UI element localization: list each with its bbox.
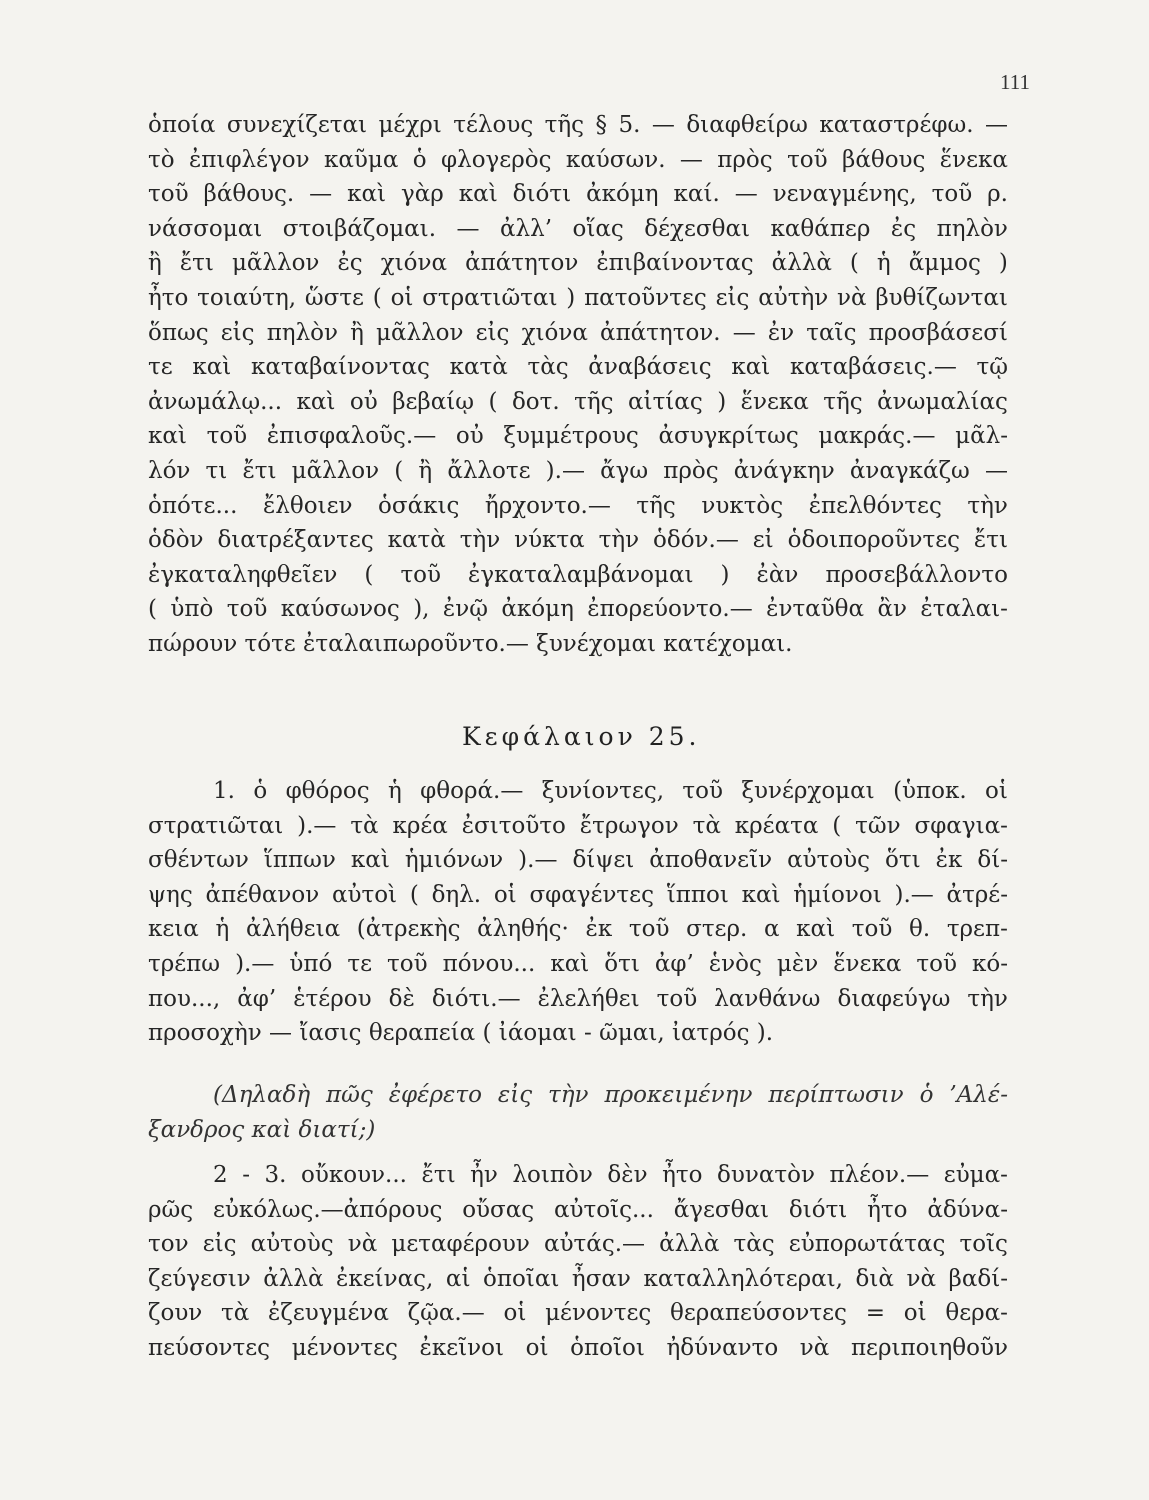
text-line: ζουν τὰ ἐζευγμένα ζῷα.— οἱ μένοντες θεραπεύσοντες = οἱ θερα- bbox=[148, 1300, 1008, 1327]
text-line: ἢ ἔτι μᾶλλον ἐς χιόνα ἀπάτητον ἐπιβαίνοντας ἀλλὰ ( ἡ ἄμμος ) bbox=[148, 250, 1008, 277]
text-line: ὁπότε... ἔλθοιεν ὁσάκις ἤρχοντο.— τῆς νυκτὸς ἐπελθόντες τὴν bbox=[148, 492, 1008, 519]
text-line: τοῦ βάθους. — καὶ γὰρ καὶ διότι ἀκόμη καί. — νεναγμένης, τοῦ ρ. bbox=[148, 181, 1008, 208]
text-line: νάσσομαι στοιβάζομαι. — ἀλλ’ οἵας δέχεσθαι καθάπερ ἐς πηλὸν bbox=[148, 215, 1008, 242]
text-line: τρέπω ).— ὑπό τε τοῦ πόνου... καὶ ὅτι ἀφ’ ἑνὸς μὲν ἕνεκα τοῦ κό- bbox=[148, 950, 1008, 977]
text-line: πώρουν τότε ἐταλαιπωροῦντο.— ξυνέχομαι κατέχομαι. bbox=[148, 630, 793, 657]
text-line: καὶ τοῦ ἐπισφαλοῦς.— οὐ ξυμμέτρους ἀσυγκρίτως μακράς.— μᾶλ- bbox=[148, 423, 1008, 450]
text-line: ἐγκαταληφθεῖεν ( τοῦ ἐγκαταλαμβάνομαι ) ἐὰν προσεβάλλοντο bbox=[148, 561, 1008, 588]
text-line: ὁδὸν διατρέξαντες κατὰ τὴν νύκτα τὴν ὁδόν.— εἰ ὁδοιποροῦντες ἔτι bbox=[148, 527, 1008, 554]
text-line: τε καὶ καταβαίνοντας κατὰ τὰς ἀναβάσεις καὶ καταβάσεις.— τῷ bbox=[148, 354, 1008, 381]
text-line: ( ὑπὸ τοῦ καύσωνος ), ἐνῷ ἀκόμη ἐπορεύοντο.— ἐνταῦθα ἂν ἐταλαι- bbox=[148, 596, 1008, 623]
text-line: ψης ἀπέθανον αὐτοὶ ( δηλ. οἱ σφαγέντες ἵπποι καὶ ἡμίονοι ).— ἀτρέ- bbox=[148, 881, 1008, 908]
section-1 bbox=[148, 112, 1008, 666]
text-line: προσοχὴν — ἴασις θεραπεία ( ἰάομαι - ῶμαι, ἰατρός ). bbox=[148, 1020, 774, 1047]
page-number: 111 bbox=[1000, 70, 1030, 94]
text-line: λόν τι ἔτι μᾶλλον ( ἢ ἄλλοτε ).— ἄγω πρὸς ἀνάγκην ἀναγκάζω — bbox=[148, 457, 1008, 484]
text-line: πεύσοντες μένοντες ἐκεῖνοι οἱ ὁποῖοι ἠδύναντο νὰ περιποιηθοῦν bbox=[148, 1334, 1008, 1361]
text-line: ζεύγεσιν ἀλλὰ ἐκείνας, αἱ ὁποῖαι ἦσαν καταλληλότεραι, διὰ νὰ βαδί- bbox=[148, 1265, 1008, 1292]
chapter-heading: Κεφάλαιον 25. bbox=[462, 722, 701, 751]
text-line: 1. ὁ φθόρος ἡ φθορά.— ξυνίοντες, τοῦ ξυνέρχομαι (ὑποκ. οἱ bbox=[213, 778, 1008, 804]
text-line: τὸ ἐπιφλέγον καῦμα ὁ φλογερὸς καύσων. — πρὸς τοῦ βάθους ἕνεκα bbox=[148, 146, 1008, 173]
text-line: που..., ἀφ’ ἑτέρου δὲ διότι.— ἐλελήθει τοῦ λανθάνω διαφεύγω τὴν bbox=[148, 985, 1008, 1012]
note-line: ξανδρος καὶ διατί;) bbox=[148, 1116, 376, 1143]
text-line: τον εἰς αὐτοὺς νὰ μεταφέρουν αὐτάς.— ἀλλὰ τὰς εὐπορωτάτας τοῖς bbox=[148, 1231, 1008, 1258]
text-line: ἦτο τοιαύτη, ὥστε ( οἱ στρατιῶται ) πατοῦντες εἰς αὐτὴν νὰ βυθίζωνται bbox=[148, 284, 1008, 311]
text-line: ὁποία συνεχίζεται μέχρι τέλους τῆς § 5. — διαφθείρω καταστρέφω. — bbox=[148, 112, 1008, 138]
text-line: ρῶς εὐκόλως.—ἀπόρους οὔσας αὐτοῖς... ἄγεσθαι διότι ἦτο ἀδύνα- bbox=[148, 1196, 1008, 1223]
text-line: κεια ἡ ἀλήθεια (ἀτρεκὴς ἀληθής· ἐκ τοῦ στερ. α καὶ τοῦ θ. τρεπ- bbox=[148, 916, 1008, 943]
note-line: (Δηλαδὴ πῶς ἐφέρετο εἰς τὴν προκειμένην περίπτωσιν ὁ ’Αλέ- bbox=[213, 1082, 1008, 1108]
italic-note bbox=[148, 1082, 1008, 1151]
text-line: στρατιῶται ).— τὰ κρέα ἐσιτοῦτο ἔτρωγον τὰ κρέατα ( τῶν σφαγια- bbox=[148, 812, 1008, 839]
section-2 bbox=[148, 778, 1008, 1055]
text-line: 2 - 3. οὔκουν... ἔτι ἦν λοιπὸν δὲν ἦτο δυνατὸν πλέον.— εὐμα- bbox=[213, 1162, 1008, 1188]
text-line: σθέντων ἵππων καὶ ἡμιόνων ).— δίψει ἀποθανεῖν αὐτοὺς ὅτι ἐκ δί- bbox=[148, 847, 1008, 874]
section-3 bbox=[148, 1162, 1008, 1370]
text-line: ὅπως εἰς πηλὸν ἢ μᾶλλον εἰς χιόνα ἀπάτητον. — ἐν ταῖς προσβάσεσί bbox=[148, 319, 1008, 346]
text-line: ἀνωμάλῳ... καὶ οὐ βεβαίῳ ( δοτ. τῆς αἰτίας ) ἕνεκα τῆς ἀνωμαλίας bbox=[148, 388, 1008, 415]
